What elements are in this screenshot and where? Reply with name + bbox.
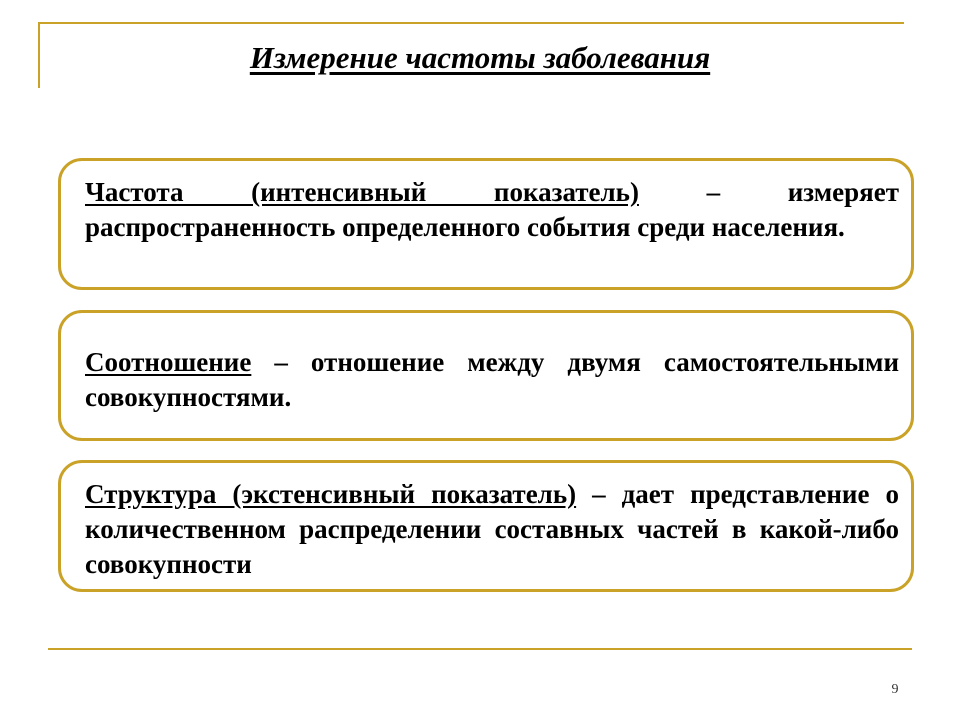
definition-box-ratio bbox=[58, 310, 914, 441]
definition-term: Частота (интенсивный показатель) bbox=[85, 177, 639, 207]
frame-top-line bbox=[38, 22, 904, 24]
definition-description: – измеряет распространенность определенного события среди населения. bbox=[85, 177, 899, 242]
page-number: 9 bbox=[891, 682, 899, 697]
definition-text bbox=[85, 175, 899, 245]
definition-box-frequency bbox=[58, 158, 914, 290]
definition-description: – отношение между двумя самостоятельными совокупностями. bbox=[85, 347, 899, 412]
slide-title: Измерение частоты заболевания bbox=[249, 40, 711, 75]
definition-term: Структура (экстенсивный показатель) bbox=[85, 479, 577, 509]
definition-text bbox=[85, 345, 899, 415]
definition-description: – дает представление о количественном распределении составных частей в какой-либо совокупности bbox=[85, 479, 899, 579]
frame-bottom-line bbox=[48, 648, 912, 650]
definition-box-structure bbox=[58, 460, 914, 592]
definition-term: Соотношение bbox=[85, 347, 252, 377]
definition-text bbox=[85, 477, 899, 582]
